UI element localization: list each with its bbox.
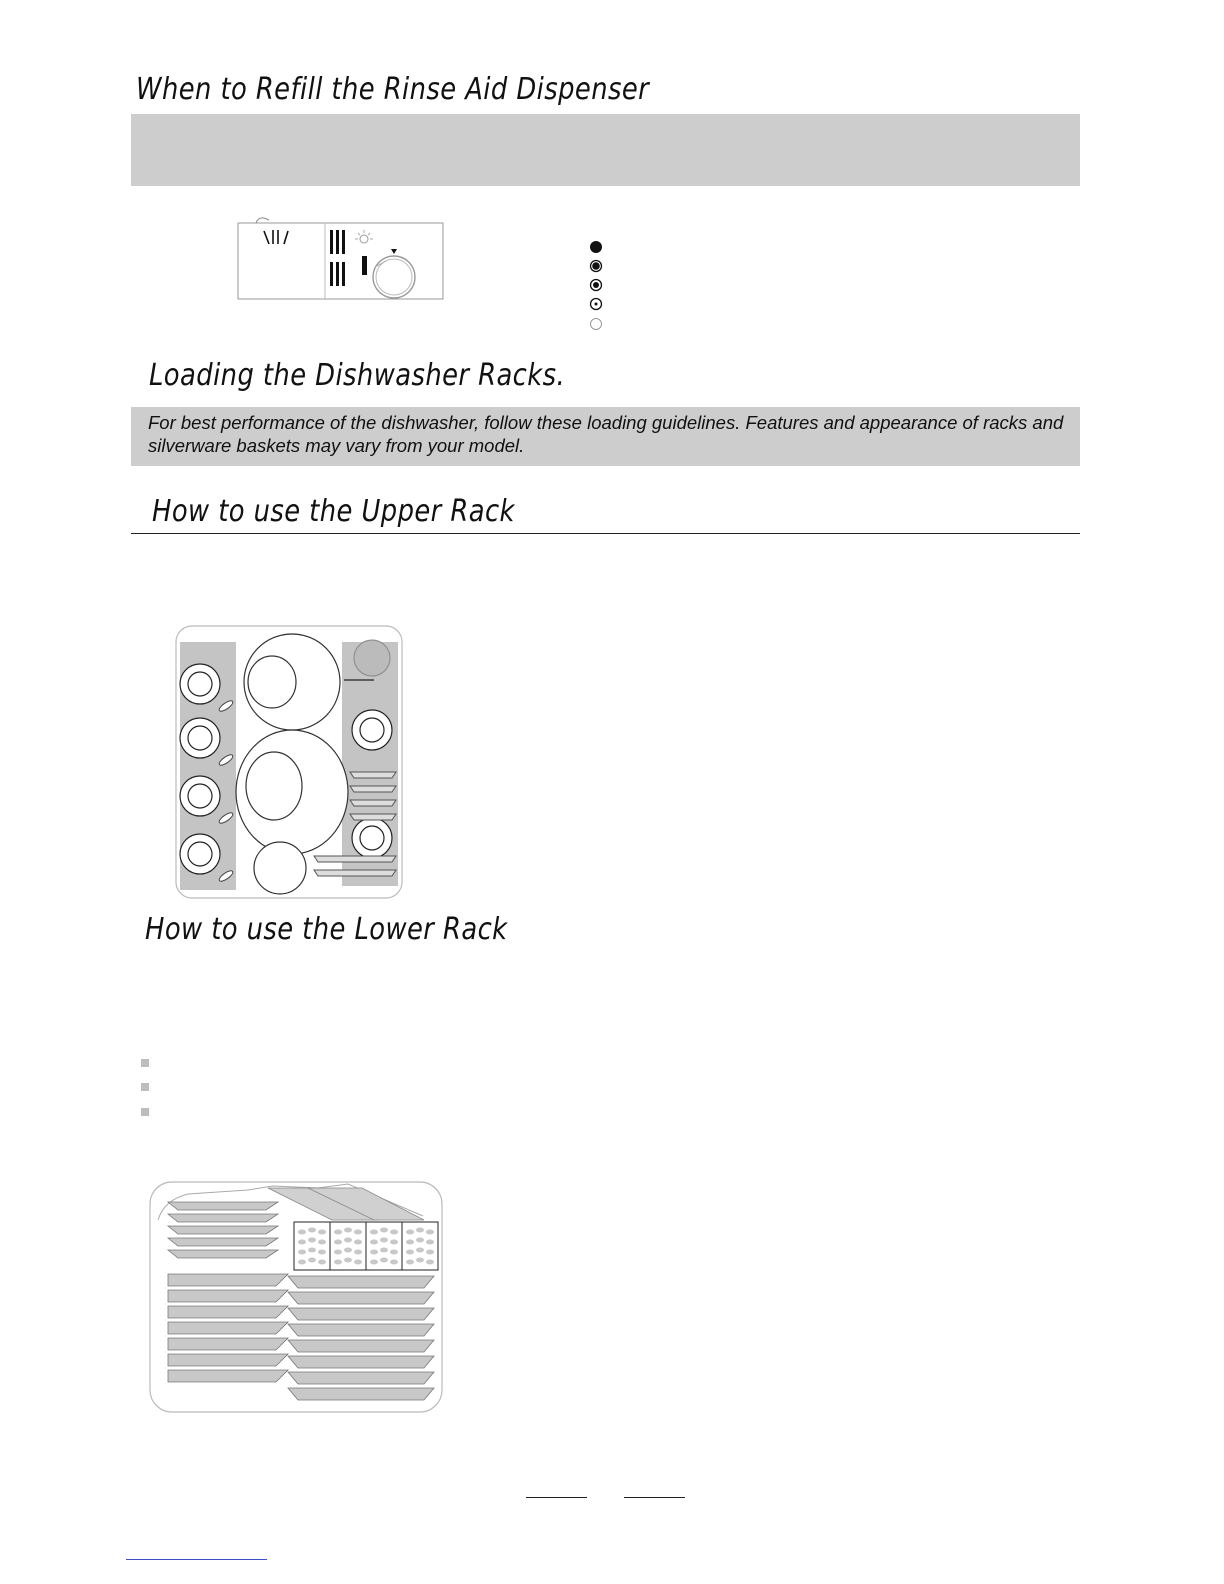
indicator-empty-icon [591,319,602,330]
indicator-full-icon [590,241,602,253]
indicator-half-icon [591,280,602,291]
footer-link-underline[interactable] [126,1559,267,1560]
bullet-square-icon [141,1059,149,1067]
lower-rack-illustration [148,1180,446,1416]
lower-rack-title: How to use the Lower Rack [145,912,508,947]
loading-intro-band [131,407,1080,466]
loading-intro-line-1: For best performance of the dishwasher, follow these loading guidelines. Features and appearance of racks and [148,412,1064,433]
bullet-square-icon [141,1083,149,1091]
loading-intro-line-2: silverware baskets may vary from your model. [148,435,525,456]
indicator-three-quarter-icon [591,261,602,272]
loading-racks-title: Loading the Dishwasher Racks. [149,358,566,393]
dispenser-illustration [236,214,448,304]
rinse-aid-title: When to Refill the Rinse Aid Dispenser [136,72,650,107]
upper-rack-divider [131,533,1080,534]
rinse-indicator-legend [588,238,606,334]
upper-rack-illustration [174,624,406,902]
upper-rack-title: How to use the Upper Rack [152,494,515,529]
rinse-aid-info-band [131,114,1080,186]
footer-rule-right [624,1497,685,1498]
footer-rule-left [526,1497,587,1498]
indicator-quarter-icon [591,299,602,310]
bullet-square-icon [141,1108,149,1116]
